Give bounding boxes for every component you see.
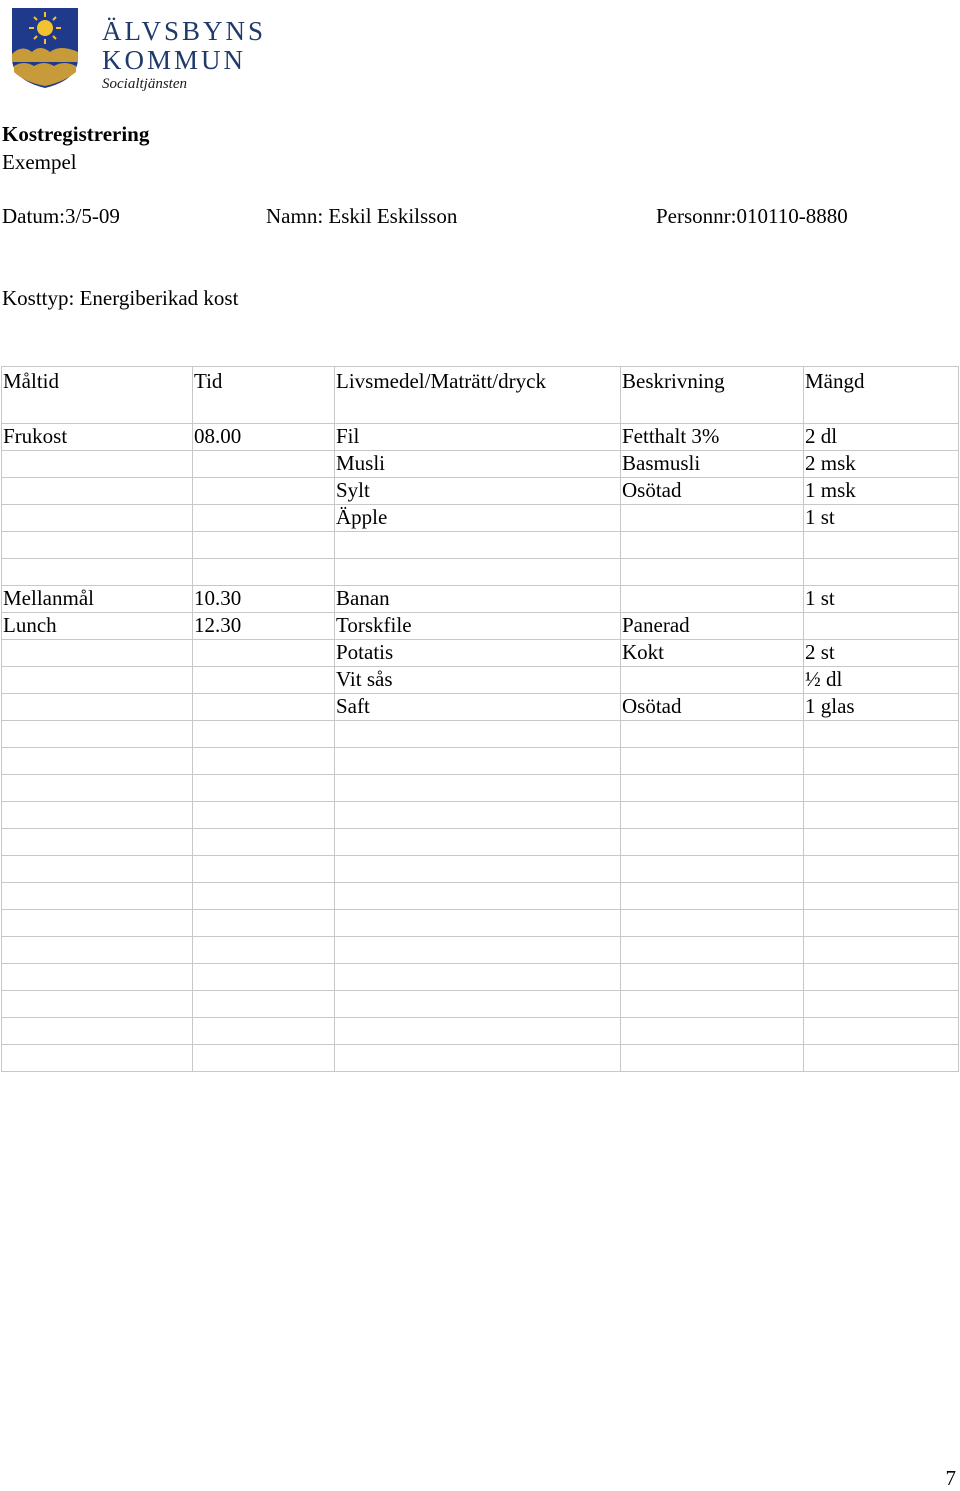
description-cell [621,1045,804,1072]
meal-cell [2,667,193,694]
column-header-amount: Mängd [804,367,959,424]
description-cell [621,748,804,775]
time-cell [193,910,335,937]
meal-cell [2,883,193,910]
time-cell [193,694,335,721]
amount-cell [804,856,959,883]
table-row [2,613,959,640]
description-cell [621,937,804,964]
description-cell [621,802,804,829]
meal-cell [2,802,193,829]
food-cell [335,883,621,910]
time-cell [193,964,335,991]
meal-cell: Lunch [2,613,193,640]
table-row [2,505,959,532]
page-number: 7 [945,1466,956,1490]
meal-cell [2,748,193,775]
description-cell [621,532,804,559]
description-cell [621,586,804,613]
municipality-logo [10,6,267,92]
name-field: Namn: Eskil Eskilsson [266,204,458,228]
date-field: Datum:3/5-09 [2,204,120,228]
time-cell [193,991,335,1018]
description-cell: Panerad [621,613,804,640]
meal-cell [2,829,193,856]
table-row [2,829,959,856]
table-row [2,694,959,721]
amount-cell: 1 glas [804,694,959,721]
meal-cell [2,532,193,559]
meal-cell: Frukost [2,424,193,451]
description-cell [621,829,804,856]
meal-cell [2,721,193,748]
amount-cell: 1 st [804,505,959,532]
time-cell [193,748,335,775]
diet-registration-table [1,366,959,1072]
amount-cell [804,991,959,1018]
food-cell [335,856,621,883]
food-cell [335,964,621,991]
description-cell [621,964,804,991]
table-row [2,478,959,505]
logo-text-line1: ÄLVSBYNS [102,16,267,46]
description-cell [621,883,804,910]
logo-text-line3: Socialtjänsten [102,76,187,92]
table-row [2,991,959,1018]
time-cell: 10.30 [193,586,335,613]
amount-cell: ½ dl [804,667,959,694]
time-cell [193,802,335,829]
description-cell: Fetthalt 3% [621,424,804,451]
meal-cell [2,451,193,478]
description-cell [621,721,804,748]
food-cell [335,532,621,559]
time-cell [193,1045,335,1072]
amount-cell [804,613,959,640]
food-cell: Saft [335,694,621,721]
amount-cell [804,532,959,559]
table-row [2,424,959,451]
amount-cell: 2 st [804,640,959,667]
food-cell [335,802,621,829]
description-cell [621,991,804,1018]
table-row [2,586,959,613]
meal-cell [2,910,193,937]
meal-cell [2,1018,193,1045]
table-row [2,532,959,559]
column-header-meal: Måltid [2,367,193,424]
food-cell [335,748,621,775]
amount-cell [804,802,959,829]
meal-cell [2,775,193,802]
food-cell [335,559,621,586]
description-cell [621,667,804,694]
food-cell: Potatis [335,640,621,667]
food-cell [335,1018,621,1045]
amount-cell: 2 dl [804,424,959,451]
description-cell [621,505,804,532]
amount-cell: 1 msk [804,478,959,505]
food-cell [335,937,621,964]
table-row [2,775,959,802]
table-row [2,667,959,694]
meal-cell [2,694,193,721]
meal-cell [2,505,193,532]
time-cell [193,829,335,856]
diet-type-field: Kosttyp: Energiberikad kost [2,286,239,310]
time-cell: 12.30 [193,613,335,640]
time-cell: 08.00 [193,424,335,451]
table-row [2,910,959,937]
table-row [2,1045,959,1072]
amount-cell: 1 st [804,586,959,613]
description-cell [621,775,804,802]
table-row [2,640,959,667]
food-cell [335,910,621,937]
meal-cell [2,991,193,1018]
description-cell: Osötad [621,694,804,721]
table-row [2,721,959,748]
time-cell [193,856,335,883]
amount-cell [804,775,959,802]
food-cell: Banan [335,586,621,613]
column-header-food: Livsmedel/Maträtt/dryck [335,367,621,424]
document-subtitle: Exempel [2,150,77,174]
time-cell [193,532,335,559]
food-cell [335,829,621,856]
time-cell [193,1018,335,1045]
table-row [2,802,959,829]
time-cell [193,640,335,667]
amount-cell [804,721,959,748]
time-cell [193,559,335,586]
meal-cell [2,964,193,991]
description-cell: Osötad [621,478,804,505]
amount-cell [804,559,959,586]
food-cell [335,721,621,748]
amount-cell [804,829,959,856]
amount-cell: 2 msk [804,451,959,478]
food-cell [335,991,621,1018]
description-cell [621,910,804,937]
meal-cell [2,478,193,505]
description-cell: Kokt [621,640,804,667]
food-cell: Sylt [335,478,621,505]
table-header-row [2,367,959,424]
amount-cell [804,937,959,964]
time-cell [193,883,335,910]
food-cell: Äpple [335,505,621,532]
description-cell [621,559,804,586]
logo-text-line2: KOMMUN [102,45,247,75]
table-row [2,964,959,991]
food-cell: Torskfile [335,613,621,640]
food-cell [335,1045,621,1072]
column-header-description: Beskrivning [621,367,804,424]
time-cell [193,451,335,478]
table-row [2,937,959,964]
meal-cell [2,937,193,964]
table-row [2,748,959,775]
table-row [2,883,959,910]
meal-cell [2,856,193,883]
table-row [2,1018,959,1045]
amount-cell [804,1018,959,1045]
time-cell [193,667,335,694]
amount-cell [804,1045,959,1072]
document-title: Kostregistrering [2,122,150,146]
table-row [2,451,959,478]
column-header-time: Tid [193,367,335,424]
time-cell [193,775,335,802]
time-cell [193,478,335,505]
description-cell [621,856,804,883]
table-row [2,559,959,586]
meal-cell [2,640,193,667]
time-cell [193,721,335,748]
meal-cell [2,559,193,586]
coat-of-arms-icon [10,6,82,90]
amount-cell [804,748,959,775]
amount-cell [804,883,959,910]
description-cell [621,1018,804,1045]
food-cell [335,775,621,802]
time-cell [193,937,335,964]
food-cell: Fil [335,424,621,451]
amount-cell [804,964,959,991]
time-cell [193,505,335,532]
personnr-field: Personnr:010110-8880 [656,204,848,228]
food-cell: Musli [335,451,621,478]
food-cell: Vit sås [335,667,621,694]
meal-cell: Mellanmål [2,586,193,613]
description-cell: Basmusli [621,451,804,478]
amount-cell [804,910,959,937]
table-row [2,856,959,883]
meal-cell [2,1045,193,1072]
